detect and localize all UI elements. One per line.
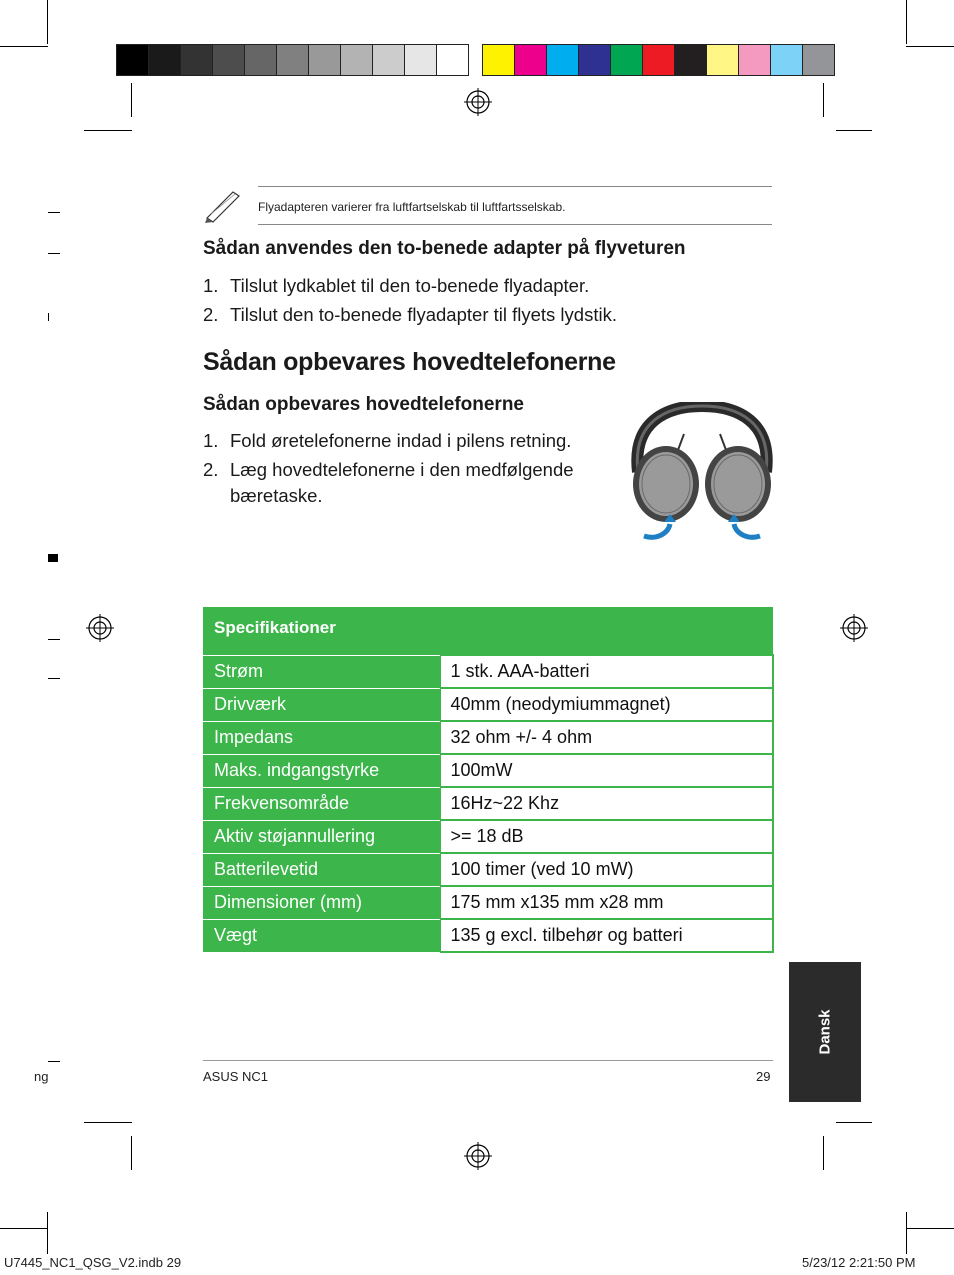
bleed-mark	[48, 554, 58, 562]
folded-headphones-illustration	[626, 402, 778, 544]
step-number: 1.	[203, 430, 219, 451]
crop-mark	[84, 130, 132, 131]
table-header-row	[203, 607, 773, 655]
color-swatch	[610, 44, 643, 76]
spec-label: Maks. indgangstyrke	[203, 754, 440, 787]
list-item	[203, 271, 617, 300]
gray-swatch	[148, 44, 181, 76]
registration-mark-icon	[464, 88, 492, 116]
slug-timestamp: 5/23/12 2:21:50 PM	[802, 1255, 916, 1270]
spec-label: Dimensioner (mm)	[203, 886, 440, 919]
color-swatch	[578, 44, 611, 76]
spec-value: 16Hz~22 Khz	[440, 787, 773, 820]
bleed-mark	[48, 253, 60, 254]
list-item	[203, 455, 613, 509]
specifications-table	[203, 607, 774, 953]
step-number: 1.	[203, 275, 219, 296]
gray-swatch	[116, 44, 149, 76]
page-number: 29	[756, 1069, 771, 1084]
spec-value: 175 mm x135 mm x28 mm	[440, 886, 773, 919]
spec-label: Vægt	[203, 919, 440, 952]
bleed-mark	[48, 639, 60, 640]
crop-mark	[906, 1212, 907, 1254]
slug-filename: U7445_NC1_QSG_V2.indb 29	[4, 1255, 182, 1270]
note-text: Flyadapteren varierer fra luftfartselskab til luftfartsselskab.	[258, 200, 566, 214]
color-swatch	[706, 44, 739, 76]
crop-mark	[836, 130, 872, 131]
gray-swatch	[404, 44, 437, 76]
adapter-steps	[203, 271, 617, 329]
bleed-mark	[48, 678, 60, 679]
table-row	[203, 820, 773, 853]
crop-mark	[47, 0, 48, 44]
footer-bleed-text: ng	[34, 1069, 49, 1084]
table-row	[203, 688, 773, 721]
table-row	[203, 787, 773, 820]
gray-swatch	[308, 44, 341, 76]
spec-label: Drivværk	[203, 688, 440, 721]
crop-mark	[0, 46, 48, 47]
crop-mark	[906, 0, 907, 44]
color-swatch	[770, 44, 803, 76]
crop-mark	[836, 1122, 872, 1123]
gray-swatch	[436, 44, 469, 76]
registration-mark-icon	[86, 614, 114, 642]
pencil-note-icon	[203, 188, 243, 224]
step-text: Fold øretelefonerne indad i pilens retning.	[230, 430, 572, 451]
spec-value: 100 timer (ved 10 mW)	[440, 853, 773, 886]
spec-value: 1 stk. AAA-batteri	[440, 655, 773, 688]
gray-swatch	[212, 44, 245, 76]
bleed-mark	[48, 1061, 60, 1062]
crop-mark	[0, 1228, 48, 1229]
crop-mark	[131, 83, 132, 117]
gray-swatch	[340, 44, 373, 76]
color-swatch	[482, 44, 515, 76]
table-row	[203, 919, 773, 952]
section-title: Sådan opbevares hovedtelefonerne	[203, 348, 616, 376]
gray-swatch	[276, 44, 309, 76]
color-swatch	[738, 44, 771, 76]
table-row	[203, 754, 773, 787]
storage-steps	[203, 426, 613, 509]
language-tab	[789, 962, 861, 1102]
adapter-heading: Sådan anvendes den to-benede adapter på flyveturen	[203, 238, 686, 259]
color-swatch	[546, 44, 579, 76]
table-row	[203, 853, 773, 886]
color-swatch	[514, 44, 547, 76]
spec-label: Impedans	[203, 721, 440, 754]
table-row	[203, 721, 773, 754]
crop-mark	[906, 1228, 954, 1229]
spec-value: 100mW	[440, 754, 773, 787]
footer-product: ASUS NC1	[203, 1069, 269, 1084]
gray-swatch	[180, 44, 213, 76]
gray-swatch	[244, 44, 277, 76]
registration-mark-icon	[464, 1142, 492, 1170]
bleed-mark	[48, 212, 60, 213]
crop-mark	[823, 1136, 824, 1170]
step-number: 2.	[203, 459, 219, 480]
step-text: Læg hovedtelefonerne i den medfølgende bæretaske.	[230, 459, 574, 506]
spec-value: 32 ohm +/- 4 ohm	[440, 721, 773, 754]
color-swatch	[802, 44, 835, 76]
note-rule-top	[258, 186, 772, 187]
spec-label: Batterilevetid	[203, 853, 440, 886]
bleed-mark	[48, 313, 49, 321]
crop-mark	[47, 1212, 48, 1254]
spec-label: Frekvensområde	[203, 787, 440, 820]
crop-mark	[131, 1136, 132, 1170]
spec-label: Strøm	[203, 655, 440, 688]
spec-value: >= 18 dB	[440, 820, 773, 853]
gray-swatch	[372, 44, 405, 76]
language-tab-label: Dansk	[816, 1009, 834, 1055]
step-number: 2.	[203, 304, 219, 325]
note-rule-bottom	[258, 224, 772, 225]
color-swatch	[674, 44, 707, 76]
crop-mark	[823, 83, 824, 117]
crop-mark	[906, 46, 954, 47]
list-item	[203, 426, 613, 455]
table-row	[203, 655, 773, 688]
color-swatch	[642, 44, 675, 76]
storage-subheading: Sådan opbevares hovedtelefonerne	[203, 394, 524, 415]
table-row	[203, 886, 773, 919]
crop-mark	[84, 1122, 132, 1123]
step-text: Tilslut den to-benede flyadapter til flyets lydstik.	[230, 304, 617, 325]
registration-mark-icon	[840, 614, 868, 642]
footer-rule	[203, 1060, 773, 1061]
step-text: Tilslut lydkablet til den to-benede flyadapter.	[230, 275, 590, 296]
spec-label: Aktiv støjannullering	[203, 820, 440, 853]
list-item	[203, 300, 617, 329]
table-header: Specifikationer	[203, 607, 773, 655]
spec-value: 40mm (neodymiummagnet)	[440, 688, 773, 721]
spec-value: 135 g excl. tilbehør og batteri	[440, 919, 773, 952]
